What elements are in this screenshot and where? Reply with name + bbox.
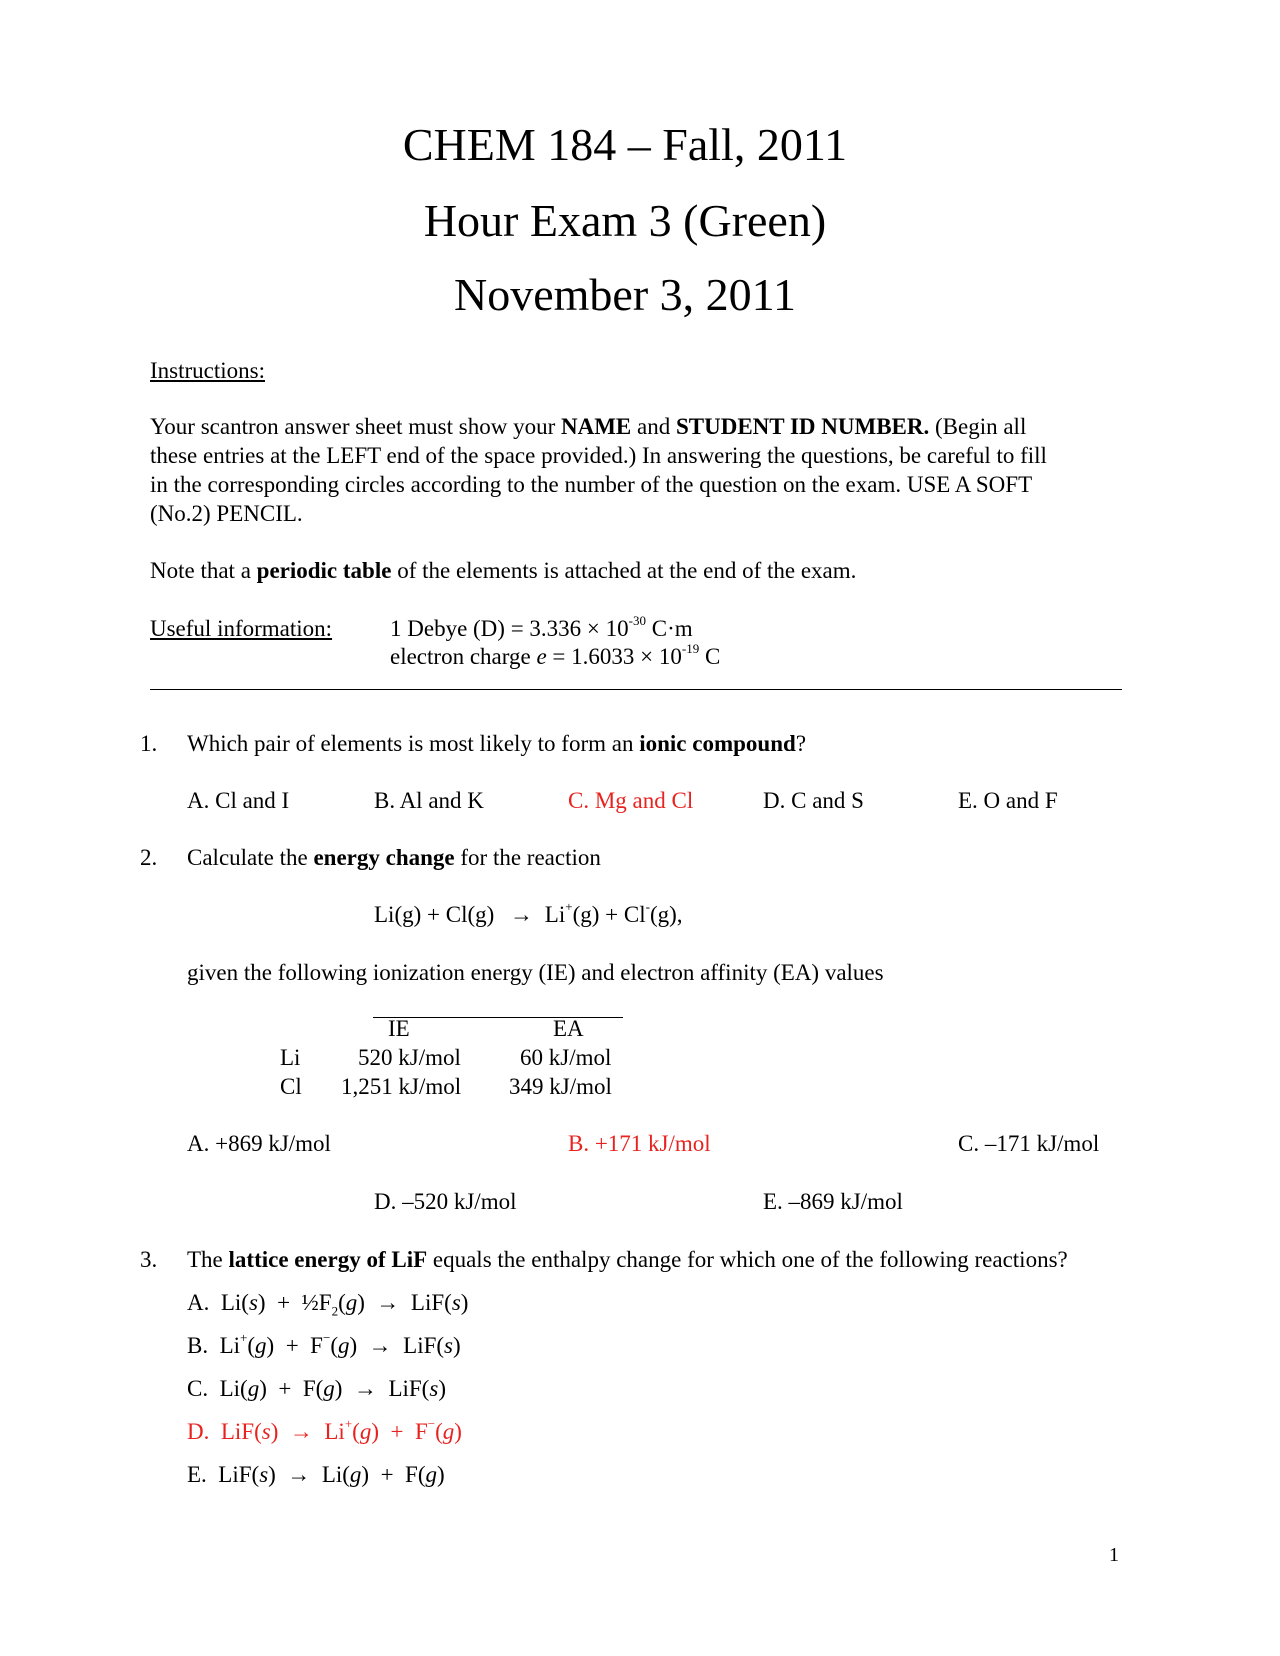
q1-text-part: Which pair of elements is most likely to form an bbox=[187, 731, 640, 756]
q3-option-d[interactable]: D. LiF(s) → Li+(g) + F−(g) bbox=[187, 1416, 462, 1444]
q1-option-e[interactable]: E. O and F bbox=[958, 788, 1058, 813]
q1-text-bold: ionic compound bbox=[639, 731, 796, 756]
useful-info-label: Useful information: bbox=[150, 616, 333, 641]
reaction-li-ion: Li bbox=[544, 902, 566, 927]
note-bold: periodic table bbox=[256, 558, 392, 583]
arrow-icon: → bbox=[510, 902, 534, 927]
table-header-ie: IE bbox=[388, 1016, 410, 1041]
charge-text: electron charge bbox=[390, 644, 537, 669]
instructions-line-1 bbox=[150, 414, 1026, 440]
q2-text bbox=[187, 845, 601, 871]
debye-exponent: -30 bbox=[628, 613, 646, 628]
exam-date-title: November 3, 2011 bbox=[454, 269, 796, 320]
q2-text-part: for the reaction bbox=[454, 845, 601, 870]
q2-reaction bbox=[374, 899, 683, 928]
q1-text bbox=[187, 731, 806, 757]
useful-info-debye bbox=[390, 613, 693, 642]
table-row-cl-ie: 1,251 kJ/mol bbox=[341, 1074, 462, 1099]
instructions-heading: Instructions: bbox=[150, 358, 265, 383]
q2-number: 2. bbox=[140, 845, 158, 870]
table-header-underline bbox=[373, 1017, 623, 1018]
q2-option-c[interactable]: C. –171 kJ/mol bbox=[958, 1131, 1100, 1156]
q2-option-d[interactable]: D. –520 kJ/mol bbox=[374, 1189, 517, 1214]
table-row-li-ea: 60 kJ/mol bbox=[520, 1045, 612, 1070]
periodic-table-note bbox=[150, 558, 856, 584]
q3-text-bold: lattice energy of LiF bbox=[228, 1247, 428, 1272]
useful-info-charge bbox=[390, 641, 721, 670]
exam-name-title: Hour Exam 3 (Green) bbox=[423, 195, 827, 246]
q2-option-a[interactable]: A. +869 kJ/mol bbox=[187, 1131, 331, 1156]
q2-text-bold: energy change bbox=[313, 845, 455, 870]
q2-option-b[interactable]: B. +171 kJ/mol bbox=[568, 1131, 711, 1156]
instructions-line-2: these entries at the LEFT end of the space provided.) In answering the questions, be careful to fill bbox=[150, 443, 1047, 468]
q3-text-part: The bbox=[187, 1247, 229, 1272]
q2-option-e[interactable]: E. –869 kJ/mol bbox=[763, 1189, 903, 1214]
charge-exponent: -19 bbox=[681, 641, 700, 656]
page-number: 1 bbox=[1109, 1544, 1119, 1566]
q3-option-a[interactable]: A. $Li(s) + \frac{1}{2}F_2(g) \to LiF(s)$ bbox=[187, 1290, 469, 1319]
q3-text-part: equals the enthalpy change for which one of the following reactions? bbox=[427, 1247, 1068, 1272]
note-text: of the elements is attached at the end of the exam. bbox=[391, 558, 857, 583]
table-header-ea: EA bbox=[553, 1016, 584, 1041]
debye-unit: C·m bbox=[646, 616, 693, 641]
minus-charge: - bbox=[645, 899, 650, 914]
exam-course-title: CHEM 184 – Fall, 2011 bbox=[402, 119, 848, 170]
debye-text: 1 Debye (D) = 3.336 × 10 bbox=[390, 616, 629, 641]
instructions-text: and bbox=[631, 414, 676, 439]
reaction-reactants: Li(g) + Cl(g) bbox=[374, 902, 495, 927]
reaction-end: (g), bbox=[649, 902, 683, 927]
q1-option-b[interactable]: B. Al and K bbox=[374, 788, 484, 813]
instructions-line-4: (No.2) PENCIL. bbox=[150, 501, 303, 526]
q3-option-e[interactable]: E. LiF(s) → Li(g) + F(g) bbox=[187, 1462, 445, 1487]
instructions-name-bold: NAME bbox=[560, 414, 632, 439]
table-row-li-ie: 520 kJ/mol bbox=[358, 1045, 461, 1070]
instructions-id-bold: STUDENT ID NUMBER. bbox=[675, 414, 930, 439]
note-text: Note that a bbox=[150, 558, 257, 583]
table-row-cl-element: Cl bbox=[280, 1074, 302, 1099]
q1-option-c[interactable]: C. Mg and Cl bbox=[568, 788, 694, 813]
q3-text bbox=[187, 1247, 1068, 1273]
q3-option-b[interactable]: B. Li+(g) + F−(g) → LiF(s) bbox=[187, 1330, 461, 1358]
q1-option-d[interactable]: D. C and S bbox=[763, 788, 864, 813]
q3-option-c[interactable]: C. Li(g) + F(g) → LiF(s) bbox=[187, 1376, 446, 1401]
q2-text-part: Calculate the bbox=[187, 845, 314, 870]
section-divider bbox=[150, 689, 1122, 690]
plus-charge: + bbox=[565, 899, 573, 914]
instructions-text: (Begin all bbox=[929, 414, 1027, 439]
table-row-cl-ea: 349 kJ/mol bbox=[509, 1074, 612, 1099]
instructions-line-3: in the corresponding circles according to the number of the question on the exam. USE A SOFT bbox=[150, 472, 1033, 497]
q2-given-text: given the following ionization energy (IE) and electron affinity (EA) values bbox=[187, 960, 884, 985]
reaction-cl-ion: (g) + Cl bbox=[572, 902, 646, 927]
q1-number: 1. bbox=[140, 731, 158, 756]
charge-unit: C bbox=[699, 644, 721, 669]
instructions-text: Your scantron answer sheet must show your bbox=[150, 414, 561, 439]
q1-option-a[interactable]: A. Cl and I bbox=[187, 788, 290, 813]
charge-value: = 1.6033 × 10 bbox=[546, 644, 682, 669]
table-row-li-element: Li bbox=[280, 1045, 301, 1070]
charge-symbol: e bbox=[536, 644, 547, 669]
q1-text-part: ? bbox=[795, 731, 807, 756]
q3-number: 3. bbox=[140, 1247, 158, 1272]
